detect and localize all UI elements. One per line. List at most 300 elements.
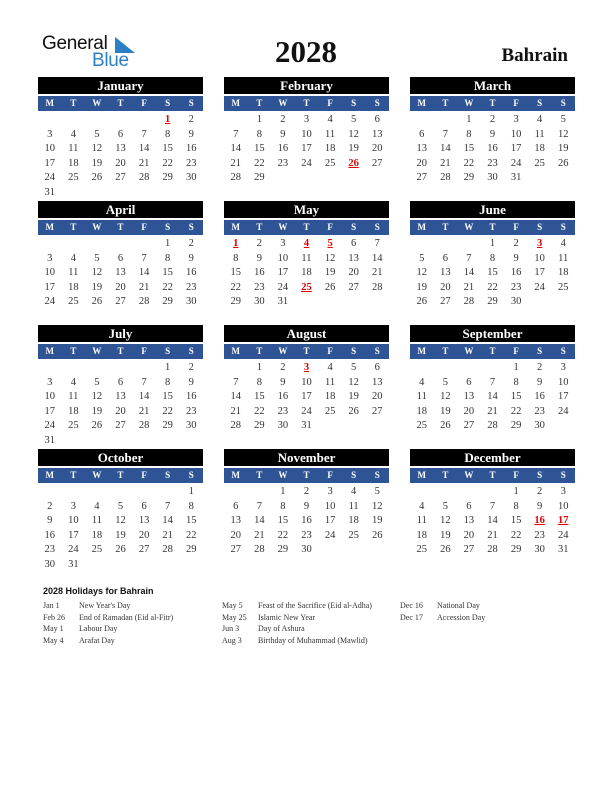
day-cell: 18 [68, 405, 79, 417]
day-cell: 4 [70, 252, 76, 264]
weekday-label: M [417, 222, 427, 232]
weekday-label: M [231, 98, 241, 108]
weekday-label: T [489, 346, 496, 356]
weekday-header [410, 220, 575, 235]
day-cell: 18 [348, 515, 359, 526]
weekday-label: S [537, 470, 543, 480]
day-cell: 9 [188, 376, 194, 388]
day-cell: 29 [254, 420, 265, 431]
weekday-label: M [417, 346, 427, 356]
weekday-header [410, 344, 575, 359]
day-cell: 20 [230, 529, 242, 541]
holiday-item [400, 601, 485, 613]
empty-cell [85, 237, 109, 252]
day-cell: 9 [188, 252, 194, 264]
day-cell: 15 [510, 515, 522, 526]
day-cell: 14 [138, 143, 150, 154]
empty-cell [132, 113, 156, 128]
weekday-label: W [464, 470, 474, 480]
day-cell: 15 [487, 267, 498, 278]
day-cell: 12 [324, 252, 336, 264]
weekday-label: S [165, 470, 171, 480]
day-cell: 31 [68, 558, 79, 570]
day-cell: 12 [91, 143, 103, 154]
weekday-label: T [303, 222, 310, 232]
weekday-label: W [278, 470, 288, 480]
day-cell: 7 [374, 238, 380, 249]
day-cell: 11 [416, 515, 427, 526]
day-cell: 4 [327, 114, 333, 125]
day-cell: 11 [68, 143, 79, 154]
month-title: September [410, 325, 575, 342]
day-cell: 29 [510, 420, 522, 431]
weekday-label: S [351, 346, 357, 356]
weekday-header [38, 344, 203, 359]
day-cell: 27 [371, 405, 383, 417]
day-cell: 22 [487, 281, 498, 293]
weekday-label: F [141, 346, 147, 356]
weekday-label: F [327, 346, 333, 356]
day-cell: 27 [138, 544, 150, 555]
weekday-label: W [464, 346, 474, 356]
day-cell: 26 [348, 405, 359, 417]
day-cell: 17 [44, 405, 56, 417]
day-cell: 7 [489, 500, 496, 512]
month-title: November [224, 449, 389, 466]
day-cell: 5 [94, 252, 100, 264]
day-cell: 23 [487, 157, 498, 169]
day-cell: 10 [301, 376, 312, 388]
day-cell: 28 [138, 296, 150, 307]
day-cell: 19 [440, 529, 451, 541]
weekday-label: T [442, 470, 449, 480]
weekday-label: T [70, 346, 77, 356]
day-cell: 4 [560, 238, 566, 249]
day-cell: 23 [185, 405, 197, 417]
day-cell: 5 [94, 128, 100, 140]
day-cell: 7 [442, 128, 448, 140]
weekday-label: W [464, 98, 474, 108]
weekday-label: S [560, 470, 566, 480]
day-cell: 5 [419, 252, 425, 264]
day-cell: 6 [117, 376, 124, 388]
day-cell: 23 [44, 544, 56, 555]
empty-cell [38, 237, 62, 252]
empty-cell [481, 485, 505, 500]
day-cell: 13 [138, 515, 150, 526]
day-cell: 31 [277, 296, 289, 307]
day-cell: 5 [560, 114, 566, 125]
day-cell: 24 [324, 529, 336, 541]
empty-cell [62, 361, 86, 376]
weekday-label: W [92, 222, 102, 232]
day-cell: 11 [416, 391, 427, 402]
day-cell: 11 [301, 252, 312, 264]
day-cell: 17 [301, 143, 312, 154]
day-cell: 17 [534, 267, 545, 278]
day-cell: 5 [94, 376, 100, 388]
empty-cell [457, 237, 481, 252]
month-april [38, 201, 203, 310]
weekday-label: M [231, 346, 241, 356]
weekday-label: S [351, 222, 357, 232]
weekday-label: T [70, 470, 77, 480]
empty-cell [224, 361, 248, 376]
weekday-label: T [256, 470, 263, 480]
empty-cell [132, 237, 156, 252]
day-cell: 25 [557, 281, 569, 293]
day-cell: 25 [68, 172, 79, 183]
weekday-label: S [560, 222, 566, 232]
weekday-label: S [374, 98, 380, 108]
day-cell: 14 [440, 143, 451, 154]
day-cell: 6 [351, 238, 357, 249]
day-grid [224, 113, 389, 186]
day-cell: 21 [371, 267, 383, 278]
day-cell: 18 [534, 143, 545, 154]
holiday-column [400, 601, 485, 624]
day-cell: 3 [560, 486, 566, 497]
day-cell: 28 [162, 544, 173, 555]
day-grid [38, 361, 203, 448]
weekday-label: M [231, 470, 241, 480]
day-cell: 13 [463, 391, 475, 402]
weekday-label: T [117, 98, 124, 108]
day-cell: 2 [188, 238, 194, 249]
day-cell: 2 [188, 362, 194, 373]
country-name: Bahrain [501, 45, 568, 66]
day-cell: 24 [44, 420, 56, 431]
day-cell: 6 [442, 252, 448, 264]
day-cell: 25 [68, 296, 79, 307]
day-cell: 26 [115, 544, 126, 555]
day-cell: 9 [188, 128, 194, 140]
general-blue-logo [42, 33, 142, 73]
weekday-label: S [188, 346, 194, 356]
day-cell: 29 [463, 172, 475, 183]
empty-cell [156, 485, 180, 500]
weekday-label: W [278, 222, 288, 232]
day-cell: 15 [254, 391, 265, 402]
weekday-label: S [537, 98, 543, 108]
day-cell: 22 [185, 529, 197, 541]
holiday-date: May 1 [43, 624, 64, 633]
day-cell: 22 [230, 281, 242, 293]
day-cell: 19 [324, 267, 336, 278]
holidays-title: 2028 Holidays for Bahrain [43, 586, 154, 596]
weekday-label: S [560, 346, 566, 356]
day-cell: 21 [254, 529, 265, 541]
weekday-label: S [188, 222, 194, 232]
weekday-label: F [141, 470, 147, 480]
month-august [224, 325, 389, 434]
holiday-day-cell: 1 [165, 114, 171, 125]
weekday-label: S [165, 98, 171, 108]
holiday-name: Islamic New Year [258, 612, 316, 622]
day-cell: 4 [70, 128, 76, 140]
day-cell: 2 [188, 114, 194, 125]
weekday-header [38, 468, 203, 483]
day-cell: 6 [141, 500, 147, 512]
weekday-label: T [489, 98, 496, 108]
weekday-label: S [374, 470, 380, 480]
weekday-label: S [351, 98, 357, 108]
month-november [224, 449, 389, 558]
day-cell: 1 [489, 238, 496, 249]
day-cell: 10 [277, 252, 289, 264]
weekday-label: T [442, 98, 449, 108]
month-title: July [38, 325, 203, 342]
day-grid [38, 237, 203, 310]
day-cell: 1 [165, 238, 171, 249]
weekday-header [38, 220, 203, 235]
day-cell: 16 [277, 143, 289, 154]
day-cell: 31 [557, 544, 569, 555]
day-cell: 7 [141, 128, 147, 140]
day-cell: 1 [513, 362, 519, 373]
day-cell: 31 [301, 420, 312, 431]
weekday-label: W [464, 222, 474, 232]
weekday-label: T [117, 222, 124, 232]
day-cell: 6 [466, 376, 472, 388]
holiday-day-cell: 3 [537, 238, 543, 249]
weekday-label: T [303, 98, 310, 108]
holiday-name: Day of Ashura [258, 624, 305, 633]
holiday-name: Feast of the Sacrifice (Eid al-Adha) [258, 601, 372, 610]
day-cell: 4 [419, 500, 425, 512]
day-cell: 12 [115, 515, 126, 526]
weekday-label: W [92, 98, 102, 108]
day-cell: 23 [254, 281, 265, 293]
weekday-label: W [278, 346, 288, 356]
holiday-item [43, 636, 173, 648]
day-cell: 21 [138, 405, 150, 417]
day-cell: 21 [138, 281, 150, 293]
day-cell: 1 [188, 486, 194, 497]
weekday-header [410, 96, 575, 111]
day-cell: 23 [277, 157, 289, 169]
day-cell: 10 [324, 500, 336, 512]
day-cell: 27 [416, 172, 428, 183]
day-cell: 29 [162, 172, 173, 183]
day-cell: 26 [371, 529, 383, 541]
weekday-header [224, 344, 389, 359]
holiday-item [222, 624, 372, 636]
empty-cell [248, 485, 272, 500]
holiday-item [43, 613, 173, 625]
day-cell: 31 [44, 186, 56, 198]
day-cell: 15 [162, 267, 173, 278]
day-cell: 30 [277, 420, 289, 431]
day-cell: 26 [440, 420, 451, 431]
day-cell: 12 [91, 391, 103, 402]
weekday-label: S [188, 98, 194, 108]
day-cell: 29 [254, 172, 265, 183]
day-cell: 5 [374, 486, 380, 497]
day-cell: 23 [510, 281, 522, 293]
day-cell: 24 [301, 405, 312, 417]
weekday-label: F [327, 470, 333, 480]
day-cell: 7 [466, 252, 472, 264]
day-cell: 23 [301, 529, 312, 541]
day-cell: 20 [371, 143, 383, 154]
day-cell: 18 [68, 157, 79, 169]
day-cell: 28 [254, 544, 265, 555]
weekday-label: M [45, 346, 55, 356]
day-cell: 24 [68, 544, 79, 555]
day-cell: 16 [534, 391, 545, 402]
day-cell: 29 [162, 296, 173, 307]
weekday-label: M [417, 98, 427, 108]
empty-cell [434, 485, 458, 500]
day-cell: 23 [277, 405, 289, 417]
weekday-header [410, 468, 575, 483]
day-cell: 21 [162, 529, 173, 541]
day-cell: 18 [324, 391, 336, 402]
day-cell: 22 [277, 529, 289, 541]
day-grid [410, 113, 575, 186]
day-cell: 22 [162, 157, 173, 169]
day-cell: 20 [115, 405, 126, 417]
weekday-label: S [537, 346, 543, 356]
weekday-label: M [417, 470, 427, 480]
day-cell: 28 [138, 420, 150, 431]
empty-cell [85, 485, 109, 500]
day-cell: 1 [256, 114, 262, 125]
day-cell: 29 [487, 296, 498, 307]
day-cell: 16 [487, 143, 498, 154]
day-cell: 2 [280, 362, 286, 373]
weekday-label: M [231, 222, 241, 232]
weekday-label: W [92, 470, 102, 480]
day-cell: 19 [557, 143, 569, 154]
day-cell: 28 [230, 172, 242, 183]
empty-cell [434, 237, 458, 252]
month-title: April [38, 201, 203, 218]
day-grid [410, 485, 575, 558]
holiday-date: May 5 [222, 601, 243, 610]
day-cell: 11 [348, 500, 359, 512]
day-cell: 18 [301, 267, 312, 278]
day-cell: 14 [162, 515, 173, 526]
weekday-label: S [374, 346, 380, 356]
weekday-label: F [327, 98, 333, 108]
weekday-label: S [165, 346, 171, 356]
day-cell: 30 [534, 544, 545, 555]
day-cell: 8 [165, 252, 171, 264]
day-cell: 14 [230, 391, 242, 402]
day-cell: 22 [254, 405, 265, 417]
day-cell: 12 [440, 391, 451, 402]
day-cell: 26 [91, 172, 103, 183]
empty-cell [109, 113, 133, 128]
day-cell: 13 [463, 515, 475, 526]
day-cell: 2 [489, 114, 496, 125]
day-cell: 9 [303, 500, 310, 512]
day-cell: 14 [138, 391, 150, 402]
day-cell: 28 [138, 172, 150, 183]
day-cell: 5 [351, 362, 357, 373]
calendar-year: 2028 [275, 34, 337, 69]
day-cell: 25 [534, 157, 545, 169]
day-cell: 9 [256, 252, 262, 264]
day-cell: 11 [325, 376, 336, 388]
day-cell: 6 [466, 500, 472, 512]
weekday-label: T [117, 346, 124, 356]
day-cell: 4 [70, 376, 76, 388]
day-cell: 13 [440, 267, 451, 278]
day-cell: 16 [510, 267, 522, 278]
day-cell: 7 [165, 500, 171, 512]
day-cell: 22 [510, 405, 522, 417]
weekday-label: M [45, 470, 55, 480]
day-grid [38, 485, 203, 572]
day-cell: 10 [534, 252, 545, 264]
day-cell: 1 [256, 362, 262, 373]
day-cell: 31 [44, 434, 56, 446]
day-cell: 2 [303, 486, 310, 497]
day-cell: 13 [115, 391, 126, 402]
day-cell: 7 [141, 252, 147, 264]
day-cell: 21 [440, 157, 451, 169]
day-cell: 24 [510, 157, 522, 169]
day-cell: 5 [442, 500, 448, 512]
day-cell: 8 [513, 500, 519, 512]
day-cell: 15 [162, 143, 173, 154]
day-cell: 21 [487, 529, 498, 541]
day-cell: 2 [537, 486, 543, 497]
day-cell: 16 [254, 267, 265, 278]
day-cell: 14 [487, 391, 498, 402]
day-cell: 10 [557, 376, 569, 388]
day-cell: 20 [416, 157, 428, 169]
day-cell: 11 [558, 252, 569, 264]
day-cell: 20 [115, 157, 126, 169]
day-cell: 17 [301, 391, 312, 402]
day-cell: 20 [138, 529, 150, 541]
day-grid [410, 237, 575, 310]
day-cell: 17 [68, 529, 79, 541]
day-cell: 12 [557, 128, 569, 140]
empty-cell [109, 361, 133, 376]
month-july [38, 325, 203, 448]
day-cell: 21 [230, 405, 242, 417]
holiday-day-cell: 25 [301, 281, 312, 293]
day-cell: 2 [280, 114, 286, 125]
day-cell: 26 [416, 296, 428, 307]
day-cell: 14 [371, 252, 383, 264]
day-cell: 3 [560, 362, 566, 373]
day-cell: 18 [91, 529, 103, 541]
day-cell: 30 [301, 544, 312, 555]
day-cell: 4 [351, 486, 357, 497]
day-cell: 27 [440, 296, 451, 307]
day-cell: 26 [440, 544, 451, 555]
day-cell: 6 [117, 128, 124, 140]
day-cell: 8 [256, 376, 262, 388]
empty-cell [85, 361, 109, 376]
day-cell: 3 [70, 500, 76, 512]
day-cell: 16 [185, 143, 197, 154]
day-cell: 22 [463, 157, 475, 169]
weekday-label: S [374, 222, 380, 232]
day-cell: 25 [324, 157, 336, 169]
day-cell: 1 [165, 362, 171, 373]
day-cell: 28 [463, 296, 475, 307]
day-cell: 22 [254, 157, 265, 169]
day-cell: 17 [324, 515, 336, 526]
weekday-label: T [256, 98, 263, 108]
